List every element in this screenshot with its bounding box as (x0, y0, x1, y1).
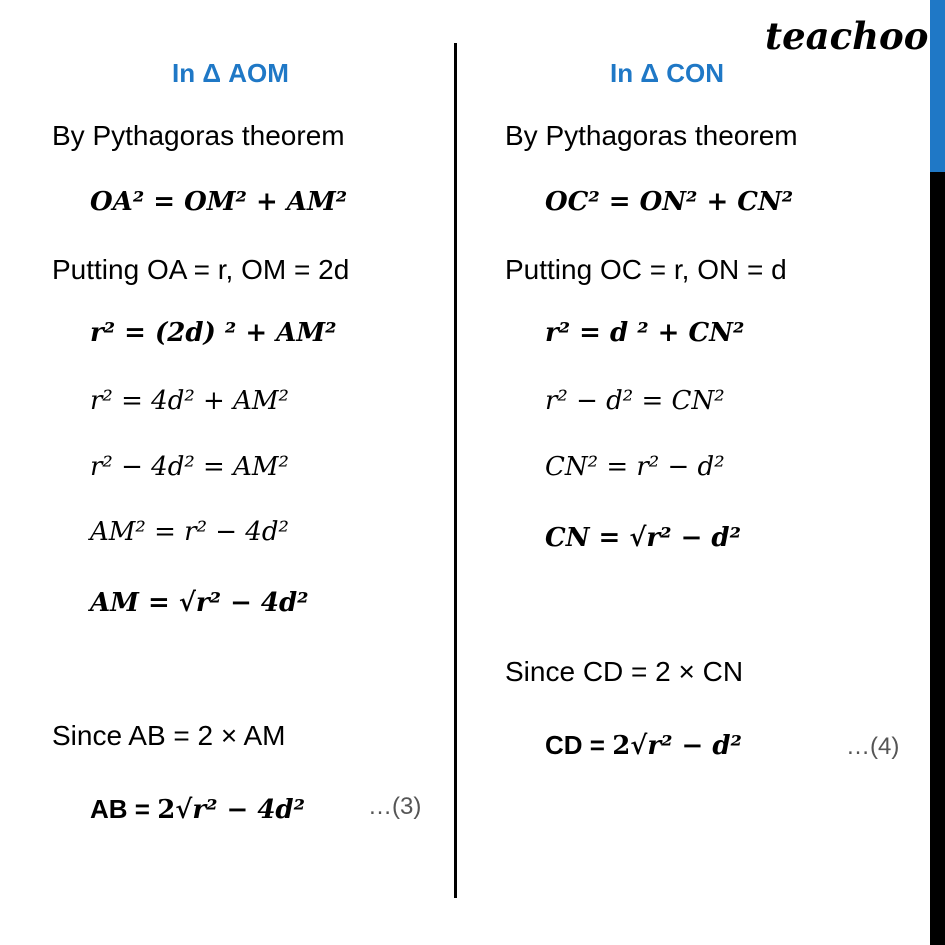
left-line-pythagoras: By Pythagoras theorem (52, 120, 345, 151)
right-eq-cn2: CN² = r² − d² (545, 452, 725, 482)
column-divider (454, 43, 457, 898)
right-ref-4: …(4) (846, 733, 900, 760)
right-eq-cn: CN = √r² − d² (545, 523, 741, 553)
left-eq-r2-2d: r² = (2d) ² + AM² (90, 318, 337, 348)
left-result-two: 2 (157, 795, 176, 825)
right-eq-r2-minus: r² − d² = CN² (545, 386, 725, 416)
right-eq-oc: OC² = ON² + CN² (545, 187, 794, 217)
left-eq-oa: OA² = OM² + AM² (90, 187, 348, 217)
left-eq-am: AM = √r² − 4d² (90, 588, 309, 618)
left-result-root: √r² − 4d² (175, 795, 306, 825)
right-title: In Δ CON (610, 58, 725, 88)
right-result-two: 2 (612, 731, 631, 761)
sidebar-blue-bar (930, 0, 945, 172)
left-ref-3: …(3) (368, 793, 422, 820)
right-line-putting: Putting OC = r, ON = d (505, 254, 787, 285)
left-eq-r2-minus: r² − 4d² = AM² (90, 452, 289, 482)
right-result-cd (545, 730, 742, 761)
right-result-root: √r² − d² (630, 731, 742, 761)
right-line-pythagoras: By Pythagoras theorem (505, 120, 798, 151)
left-line-since: Since AB = 2 × AM (52, 720, 286, 751)
left-eq-am2: AM² = r² − 4d² (90, 517, 289, 547)
left-result-ab (90, 794, 305, 825)
right-line-since: Since CD = 2 × CN (505, 656, 744, 687)
left-line-putting: Putting OA = r, OM = 2d (52, 254, 350, 285)
right-result-label: CD = (545, 730, 613, 760)
left-result-label: AB = (90, 794, 158, 824)
left-title: In Δ AOM (172, 58, 289, 88)
left-eq-r2-4d2: r² = 4d² + AM² (90, 386, 289, 416)
right-eq-r2-d2: r² = d ² + CN² (545, 318, 745, 348)
teachoo-logo: teachoo (765, 14, 929, 58)
